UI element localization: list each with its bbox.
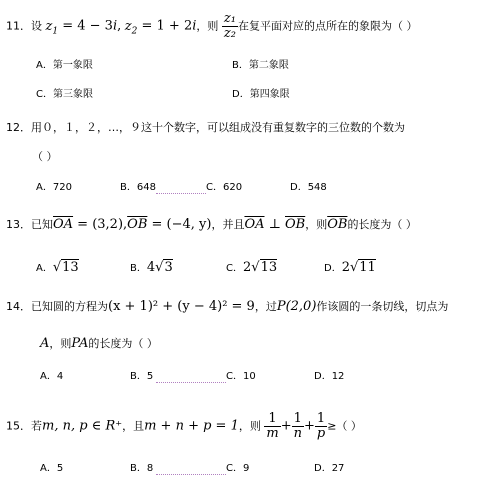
q13-oa-value: = (3,2), [73,217,128,232]
q14-option-d: D．12 [314,371,345,382]
q11-option-d: D．第四象限 [232,89,290,100]
q13-ob-value: = (−4, y) [147,217,212,232]
q15-fraction-n: $\frac{1}{n}$ [293,411,302,441]
q13-option-d: D．2√11 [324,260,376,275]
q11-option-a: A．第一象限 [36,60,93,71]
q11-z2: $z_2$ [124,18,138,37]
q12-option-c: C．620 [206,182,243,193]
q15-fraction-p: $\frac{1}{p}$ [316,411,326,441]
q14-equation: (x + 1)² + (y − 4)² = 9 [108,299,255,314]
q13-option-a: A．√13 [36,260,79,275]
q11-option-b: B．第二象限 [232,60,289,71]
q15-condition: m + n + p = 1 [144,418,239,434]
q11-prefix: 11．设 [6,19,42,33]
q14-option-b: B．5 [130,371,154,382]
q13-vector-ob: $\overline{OB}$ [127,217,148,232]
q14-option-a: A．4 [40,371,64,382]
q11-i2: i [192,18,197,34]
q11-comma: , [117,18,122,34]
q14-prefix: 14．已知圆的方程为 [6,300,108,313]
q11-option-c: C．第三象限 [36,89,93,100]
q11-fraction: $\frac{\text{z₁}}{\text{z₂}}$ [223,11,236,41]
q13-mid2: ，则 [305,218,328,231]
q12-option-b: B．648 [120,182,156,193]
q11-mid: ，则 [196,19,219,33]
q11-stem [6,12,417,41]
q12-stem: 12．用０，１，２，…，９这十个数字，可以组成没有重复数字的三位数的个数为 [6,121,405,134]
q12-paren: （ ） [32,150,58,163]
q12-dotted-line [156,193,206,194]
q15-mid2: ，则 [238,419,261,433]
q15-stem: 15．若m, n, p ∈ R⁺，且m + n + p = 1，则 $\frac{1}{m}$ + $\frac{1}{n}$ + $\frac{1}{p}$ ≥（ ） [6,411,362,441]
q14-point: P(2,0) [276,299,317,314]
q13-post: 的长度为（ ） [347,218,417,231]
q15-dotted-line [156,474,226,475]
q14-line2-post: 的长度为（ ） [88,337,158,350]
q14-stem [6,300,448,313]
q13-vector-oa: $\overline{OA}$ [53,217,74,232]
q15-option-a: A．5 [40,463,64,474]
q11-eq2: = 1 + 2 [137,18,193,34]
q15-prefix: 15．若 [6,419,42,433]
q14-post: 作该圆的一条切线，切点为 [316,300,449,313]
q14-line2-mid: ，则 [49,337,72,350]
q13-vector-ob-3: $\overline{OB}$ [327,217,348,232]
q15-fraction-m: $\frac{1}{m}$ [266,411,279,441]
q13-prefix: 13．已知 [6,218,53,231]
q15-vars: m, n, p ∈ R⁺ [42,418,123,434]
q12-option-a: A．720 [36,182,72,193]
q13-perp: ⊥ [264,217,285,232]
q14-dotted-line [156,382,226,383]
q15-post: ≥（ ） [327,419,362,433]
q14-line2 [40,337,158,350]
q14-option-c: C．10 [226,371,256,382]
q11-i1: i [112,18,118,34]
q14-mid: ，过 [254,300,277,313]
q11-eq1: = 4 − 3 [58,18,113,34]
q13-mid: ，并且 [211,218,245,231]
q13-stem [6,218,417,231]
q11-z1: $z_1$ [45,18,59,37]
q13-vector-oa-2: $\overline{OA}$ [244,217,265,232]
q13-option-c: C．2√13 [226,260,278,275]
q12-option-d: D．548 [290,182,327,193]
q13-vector-ob-2: $\overline{OB}$ [285,217,306,232]
q15-option-d: D．27 [314,463,345,474]
q15-option-b: B．8 [130,463,154,474]
q14-point-a: A [40,336,50,351]
q15-option-c: C．9 [226,463,250,474]
q11-post: 在复平面对应的点所在的象限为（ ） [237,19,418,33]
q14-segment-pa: PA [71,336,89,351]
q13-option-b: B．4√3 [130,260,173,275]
q15-mid: ，且 [122,419,145,433]
